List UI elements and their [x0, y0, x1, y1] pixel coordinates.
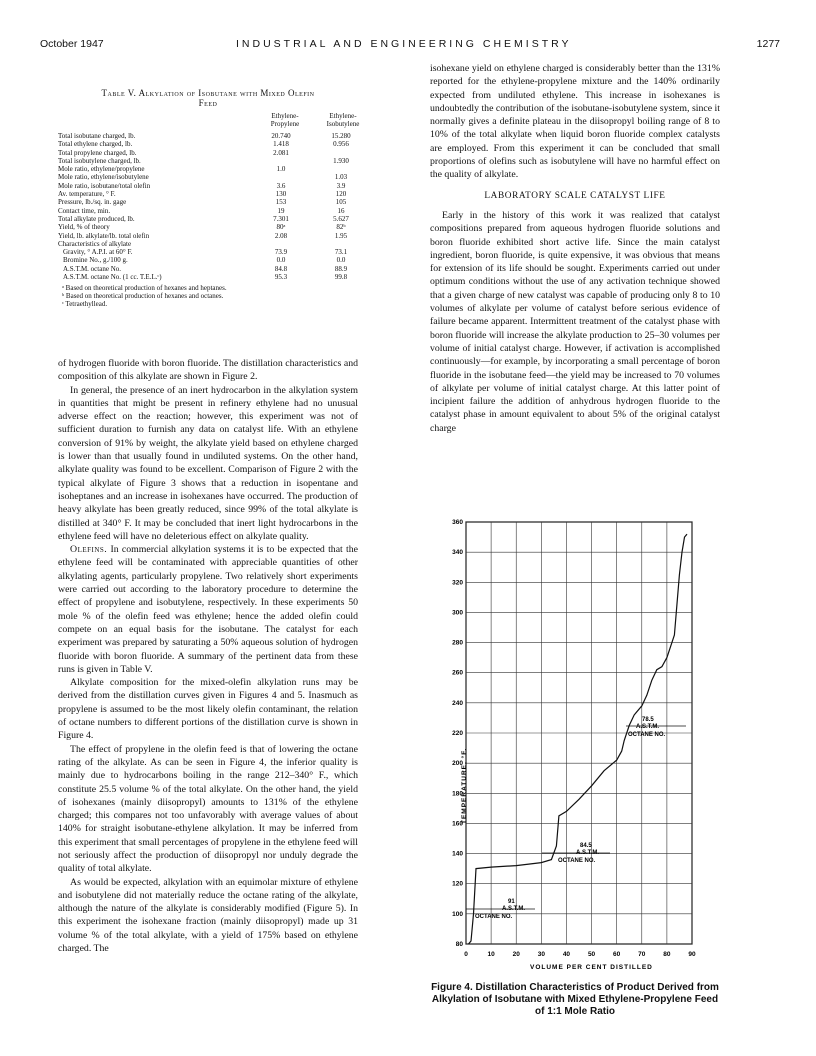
paragraph: In general, the presence of an inert hydrocarbon in the alkylation system in quantities that might be present in refinery ethylene had no unusual adverse effect on the reaction; however, this experiment was not of sufficient duration to furnish any data on catalyst life. With an ethylene conversion of 91% by weight, the alkylate yield based on ethylene charged is lower than that usually found in undiluted systems. On the other hand, alkylate quality was found to be excellent. Comparison of Figure 2 with the typical alkylate of Figure 3 shows that a reduction in isopentane and isoheptanes and an increase in isohexanes have occurred. The production of heavy alkylate has been greatly reduced, since 99% of the total alkylate is distilled at 340° F. It may be concluded that inert light hydrocarbons in the ethylene feed will have no deleterious effect on alkylate quality.	[58, 384, 358, 542]
y-tick-label: 280	[452, 639, 463, 647]
x-tick-label: 0	[464, 951, 468, 958]
row-label: A.S.T.M. octane No.	[63, 264, 121, 273]
distillation-curve	[469, 534, 688, 944]
table-col1-header: Ethylene- Propylene	[270, 112, 300, 129]
cell-ethylene-isobutylene: 120	[335, 190, 347, 199]
table-row	[58, 207, 358, 215]
cell-ethylene-isobutylene: 88.9	[334, 264, 348, 273]
table-row	[58, 149, 358, 157]
table-row	[58, 157, 358, 165]
row-label: Yield, % of theory	[58, 223, 110, 232]
y-tick-label: 80	[455, 941, 463, 948]
cell-ethylene-propylene: 7.301	[273, 214, 289, 223]
y-tick-label: 320	[452, 579, 463, 587]
row-label: Mole ratio, ethylene/isobutylene	[58, 173, 149, 182]
annotation-arrows	[466, 726, 686, 909]
octane-annotation-3	[628, 717, 666, 738]
section-heading: LABORATORY SCALE CATALYST LIFE	[484, 190, 666, 201]
cell-ethylene-isobutylene: 16	[337, 206, 345, 215]
y-tick-label: 340	[452, 549, 463, 557]
cell-ethylene-isobutylene: 105	[335, 198, 347, 207]
cell-ethylene-propylene: 1.0	[276, 165, 286, 174]
svg-text:OCTANE NO.: OCTANE NO.	[628, 732, 666, 738]
y-axis-label: TEMPERATURE, °F.	[461, 747, 468, 824]
cell-ethylene-isobutylene: 99.8	[334, 273, 348, 282]
table-v	[58, 88, 358, 308]
figure-4	[430, 514, 720, 986]
y-tick-label: 220	[452, 730, 463, 737]
cell-ethylene-isobutylene: 15.280	[331, 132, 351, 140]
cell-ethylene-propylene: 84.8	[274, 264, 288, 273]
x-tick-label: 40	[562, 951, 571, 958]
cell-ethylene-propylene: 19	[277, 206, 285, 215]
row-label: Mole ratio, ethylene/propylene	[58, 165, 145, 174]
table-title: Table V. Alkylation of Isobutane with Mixed Olefin Feed	[101, 88, 315, 108]
table-row	[58, 240, 358, 248]
cell-ethylene-isobutylene: 0.0	[336, 256, 346, 265]
cell-ethylene-propylene: 2.08	[274, 231, 288, 240]
table-row	[58, 273, 358, 281]
paragraph: As would be expected, alkylation with an equimolar mixture of ethylene and isobutylene did not materially reduce the octane rating of the alkylate, although the nature of the alkylate is considerably modified (Figure 5). In this experiment the isohexane fraction (mainly diisopropyl) made up 31 volume % of the total alkylate, with a yield of 175% based on ethylene charged. The	[58, 876, 358, 955]
cell-ethylene-propylene: 130	[275, 190, 287, 199]
x-tick-label: 90	[688, 951, 696, 958]
cell-ethylene-propylene: 95.3	[274, 273, 288, 282]
row-label: Bromine No., g./100 g.	[63, 256, 128, 265]
row-label: Total ethylene charged, lb.	[58, 140, 133, 149]
y-tick-label: 180	[452, 790, 463, 798]
cell-ethylene-propylene: 1.418	[273, 140, 289, 149]
cell-ethylene-isobutylene: 73.1	[334, 248, 348, 257]
cell-ethylene-propylene: 153	[275, 198, 287, 207]
paragraph: isohexane yield on ethylene charged is considerably better than the 131% reported for the ethylene-propylene mixture and the 140% ordinarily expected from undiluted ethylene. This increase in isohexanes is undoubtedly the contribution of the isobutane-isobutylene system, since it normally gives a definite plateau in the diisopropyl boiling range of 8 to 10% of the total alkylate when liquid boron fluoride complex catalysts are employed. From this experiment it can be concluded that small proportions of olefins such as isobutylene will have no harmful effect on the quality of alkylate.	[430, 63, 720, 181]
y-tick-label: 300	[452, 609, 463, 617]
paragraph: of hydrogen fluoride with boron fluoride. The distillation characteristics and composition of this alkylate are shown in Figure 2.	[58, 358, 358, 383]
x-tick-label: 60	[613, 951, 621, 958]
paragraph: Olefins. In commercial alkylation systems it is to be expected that the ethylene feed will be contaminated with appreciable quantities of other alkylating agents, particularly propylene. Two relatively short experiments were carried out according to the laboratory procedure to determine the effect of propylene and isobutylene, respectively. In these experiments 50 mole % of the olefin feed was ethylene; hence the added olefin could compete on an equal basis for the isobutane. The catalyst for each experiment was prepared by saturating a 50% aqueous solution of hydrogen fluoride with boron fluoride. A summary of the pertinent data from these runs is given in Table V.	[58, 544, 358, 675]
table-row	[58, 198, 358, 206]
row-label: Total isobutylene charged, lb.	[58, 156, 141, 165]
y-tick-label: 100	[452, 910, 463, 918]
row-label: Characteristics of alkylate	[58, 239, 132, 248]
svg-text:A.S.T.M.: A.S.T.M.	[636, 724, 660, 730]
table-footnotes	[58, 284, 358, 308]
y-tick-label: 240	[452, 699, 463, 707]
svg-text:84.5: 84.5	[580, 843, 592, 849]
y-tick-labels	[452, 519, 463, 948]
row-label: Total isobutane charged, lb.	[58, 132, 136, 140]
table-row	[58, 173, 358, 181]
distillation-chart	[430, 514, 720, 986]
x-tick-label: 30	[537, 951, 545, 958]
table-footnote: ᵃ Based on theoretical production of hexanes and heptanes.	[62, 284, 227, 293]
svg-text:OCTANE NO.: OCTANE NO.	[475, 914, 513, 920]
table-row	[58, 140, 358, 148]
table-row	[58, 132, 358, 140]
svg-text:A.S.T.M.: A.S.T.M.	[502, 906, 526, 912]
row-label: Pressure, lb./sq. in. gage	[58, 198, 127, 207]
table-footnote: ᶜ Tetraethyllead.	[62, 300, 108, 309]
x-tick-label: 20	[512, 951, 520, 958]
table-row	[58, 165, 358, 173]
cell-ethylene-isobutylene: 82ᵇ	[336, 223, 346, 232]
cell-ethylene-propylene: 20.740	[271, 132, 291, 140]
paragraph: Early in the history of this work it was realized that catalyst compositions prepared from aqueous hydrogen fluoride solutions and boron fluoride exhibited short active life. Since the main catalyst ingredient, boron fluoride, is quite expensive, it was obvious that means for extension of its life should be sought. Experiments carried out under optimum conditions without the use of any activation technique showed that a given charge of new catalyst was capable of producing only 8 to 10 volumes of alkylate per volume of catalyst before serious evidence of failure became apparent. Intermittent treatment of the catalyst phase with boron fluoride will increase the alkylate production to 25–30 volumes per volume of initial catalyst charge. However, if activation is accomplished continuously—for example, by incorporating a small percentage of boron fluoride in the isobutane feed—the yield may be increased to 70 volumes of alkylate per volume of initial catalyst charge. At this latter point of incipient failure the addition of anhydrous hydrogen fluoride to the catalyst phase in amount equivalent to about 5% of the original catalyst charge	[430, 209, 720, 434]
cell-ethylene-propylene: 0.0	[276, 256, 286, 265]
header-page-number: 1277	[756, 38, 780, 50]
octane-annotation-1	[475, 899, 525, 920]
header-journal: INDUSTRIAL AND ENGINEERING CHEMISTRY	[236, 38, 572, 50]
x-tick-label: 10	[487, 951, 495, 958]
cell-ethylene-propylene: 2.081	[273, 148, 289, 157]
table-row	[58, 265, 358, 273]
x-tick-label: 50	[587, 951, 596, 958]
cell-ethylene-propylene: 80ᵃ	[276, 223, 286, 232]
page-header	[40, 38, 780, 52]
cell-ethylene-isobutylene: 1.930	[333, 156, 349, 165]
cell-ethylene-isobutylene: 0.956	[333, 140, 349, 149]
x-tick-labels	[464, 951, 696, 958]
table-row	[58, 232, 358, 240]
table-row	[58, 248, 358, 256]
row-label: Contact time, min.	[58, 206, 111, 215]
table-row	[58, 223, 358, 231]
row-label: Yield, lb. alkylate/lb. total olefin	[58, 231, 150, 240]
row-label: Gravity, ° A.P.I. at 60° F.	[63, 248, 133, 257]
left-column	[58, 357, 358, 955]
row-label: A.S.T.M. octane No. (1 cc. T.E.L.ᶜ)	[63, 273, 162, 282]
x-axis-label: VOLUME PER CENT DISTILLED	[530, 964, 653, 971]
table-col2-header: Ethylene- Isobutylene	[326, 112, 360, 129]
y-tick-label: 120	[452, 880, 463, 888]
row-label: Total propylene charged, lb.	[58, 148, 137, 157]
table-row	[58, 190, 358, 198]
table-row	[58, 182, 358, 190]
svg-text:OCTANE NO.: OCTANE NO.	[558, 858, 596, 864]
cell-ethylene-isobutylene: 1.95	[334, 231, 348, 240]
cell-ethylene-propylene: 73.9	[274, 248, 288, 257]
header-date: October 1947	[40, 38, 104, 50]
cell-ethylene-isobutylene: 1.03	[334, 173, 348, 182]
y-tick-label: 360	[452, 519, 463, 526]
table-row	[58, 215, 358, 223]
row-label: Av. temperature, ° F.	[58, 190, 116, 199]
row-label: Mole ratio, isobutane/total olefin	[58, 181, 151, 190]
svg-text:91: 91	[508, 899, 515, 905]
y-tick-label: 200	[452, 760, 463, 768]
table-footnote: ᵇ Based on theoretical production of hexanes and octanes.	[62, 292, 224, 301]
table-body	[58, 132, 358, 281]
cell-ethylene-isobutylene: 3.9	[336, 181, 346, 190]
row-label: Total alkylate produced, lb.	[58, 214, 135, 223]
svg-text:78.5: 78.5	[642, 717, 654, 723]
y-tick-label: 160	[452, 820, 463, 828]
x-tick-label: 70	[638, 951, 646, 958]
figure-caption: Figure 4. Distillation Characteristics of Product Derived from Alkylation of Isobutane with Mixed Ethylene-Propylene Feed of 1:1 Mole Ratio	[431, 982, 719, 1017]
cell-ethylene-isobutylene: 5.627	[333, 214, 349, 223]
paragraph: The effect of propylene in the olefin feed is that of lowering the octane rating of the alkylate. As can be seen in Figure 4, the inferior quality is mainly due to hydrocarbons boiling in the range 212–340° F., which constitute 25.5 volume % of the total alkylate. On the other hand, the yield of isohexanes (mainly diisopropyl) amounts to 131% of the ethylene charged; this compares not too unfavorably with average values of about 140% for straight isobutane-ethylene alkylation. It may be inferred from this experiment that small percentages of propylene in the ethylene feed will not seriously affect the production of diisopropyl nor unduly degrade the quality of total alkylate.	[58, 743, 358, 875]
table-header	[58, 112, 358, 132]
svg-text:A.S.T.M.: A.S.T.M.	[576, 850, 600, 856]
y-tick-label: 140	[452, 850, 463, 858]
cell-ethylene-propylene: 3.6	[276, 181, 286, 190]
table-row	[58, 256, 358, 264]
right-column	[430, 62, 720, 435]
y-tick-label: 260	[452, 669, 463, 677]
paragraph: Alkylate composition for the mixed-olefin alkylation runs may be derived from the distillation curves given in Figures 4 and 5. Inasmuch as propylene is assumed to be the most likely olefin contaminant, the relation of octane numbers to different portions of the distillation curve is shown in Figure 4.	[58, 677, 358, 742]
x-tick-label: 80	[663, 951, 671, 958]
